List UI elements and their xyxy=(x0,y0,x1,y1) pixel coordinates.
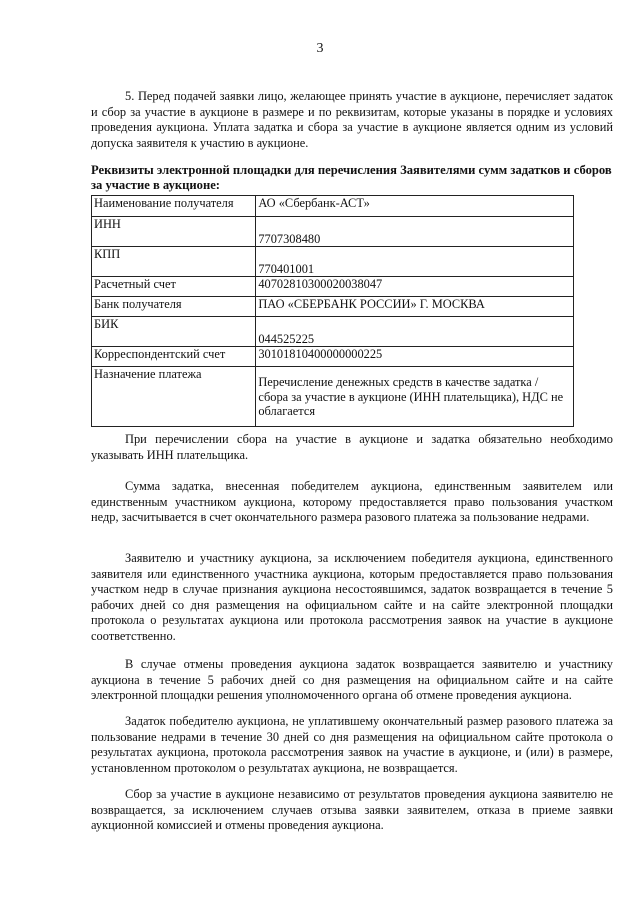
requisite-label: БИК xyxy=(92,317,256,347)
requisite-label: Корреспондентский счет xyxy=(92,347,256,367)
fee-nonrefund-paragraph: Сбор за участие в аукционе независимо от результатов проведения аукциона заявителю не возвращается, за исключением случаев отзыва заявки заявителем, отказа в приеме заявки аукционной комиссией и отмены проведения аукциона. xyxy=(91,787,613,833)
intro-paragraph: 5. Перед подачей заявки лицо, желающее принять участие в аукционе, перечисляет задаток и сбор за участие в аукционе в размере и по реквизитам, которые указаны в порядке и условиях проведения аукциона. Уплата задатка и сбора за участие в аукционе является одним из условий допуска заявителя к участию в аукционе. xyxy=(91,89,613,150)
requisite-value: ПАО «СБЕРБАНК РОССИИ» Г. МОСКВА xyxy=(256,297,574,317)
requisite-value: 770401001 xyxy=(256,247,574,277)
table-row xyxy=(92,247,574,277)
requisite-value: Перечисление денежных средств в качестве задатка / сбора за участие в аукционе (ИНН плательщика), НДС не облагается xyxy=(256,367,574,427)
requisite-value: 7707308480 xyxy=(256,217,574,247)
requisite-label: Наименование получателя xyxy=(92,196,256,217)
deposit-forfeit-paragraph: Задаток победителю аукциона, не уплатившему окончательный размер разового платежа за пользование недрами в течение 30 дней со дня размещения на официальном сайте протокола о результатах аукциона, протокола рассмотрения заявок на участие в аукционе, и (или) в размере, установленном протоколом о результатах аукциона, не возвращается. xyxy=(91,714,613,775)
requisite-label: Расчетный счет xyxy=(92,277,256,297)
table-row xyxy=(92,317,574,347)
requisite-label: Банк получателя xyxy=(92,297,256,317)
requisite-value: 044525225 xyxy=(256,317,574,347)
requisite-value: АО «Сбербанк-АСТ» xyxy=(256,196,574,217)
table-row xyxy=(92,277,574,297)
table-row xyxy=(92,297,574,317)
page-number: 3 xyxy=(316,41,324,56)
requisite-value: 30101810400000000225 xyxy=(256,347,574,367)
requisite-label: КПП xyxy=(92,247,256,277)
table-row xyxy=(92,367,574,427)
inn-note-paragraph: При перечислении сбора на участие в аукционе и задатка обязательно необходимо указывать ИНН плательщика. xyxy=(91,432,613,462)
requisite-value: 40702810300020038047 xyxy=(256,277,574,297)
table-row xyxy=(92,196,574,217)
auction-cancel-paragraph: В случае отмены проведения аукциона задаток возвращается заявителю и участнику аукциона в течение 5 рабочих дней со дня размещения на официальном сайте и на сайте электронной площадки решения уполномоченного органа об отмене проведения аукциона. xyxy=(91,657,613,703)
requisites-heading: Реквизиты электронной площадки для перечисления Заявителями сумм задатков и сборов за участие в аукционе: xyxy=(91,163,612,193)
table-row xyxy=(92,217,574,247)
deposit-offset-paragraph: Сумма задатка, внесенная победителем аукциона, единственным заявителем или единственным участником аукциона, которому предоставляется право пользования участком недр, засчитывается в счет окончательного размера разового платежа за пользование недрами. xyxy=(91,479,613,525)
table-row xyxy=(92,347,574,367)
requisite-label: ИНН xyxy=(92,217,256,247)
requisite-label: Назначение платежа xyxy=(92,367,256,427)
deposit-return-paragraph: Заявителю и участнику аукциона, за исключением победителя аукциона, единственного заявителя или единственного участника аукциона, которым предоставляется право пользования участком недр в случае признания аукциона несостоявшимся, задаток возвращается в течение 5 рабочих дней со дня размещения на официальном сайте и на сайте электронной площадки протокола о результатах аукциона или протокола рассмотрения заявок на участие в аукционе соответственно. xyxy=(91,551,613,643)
requisites-table xyxy=(91,195,574,427)
